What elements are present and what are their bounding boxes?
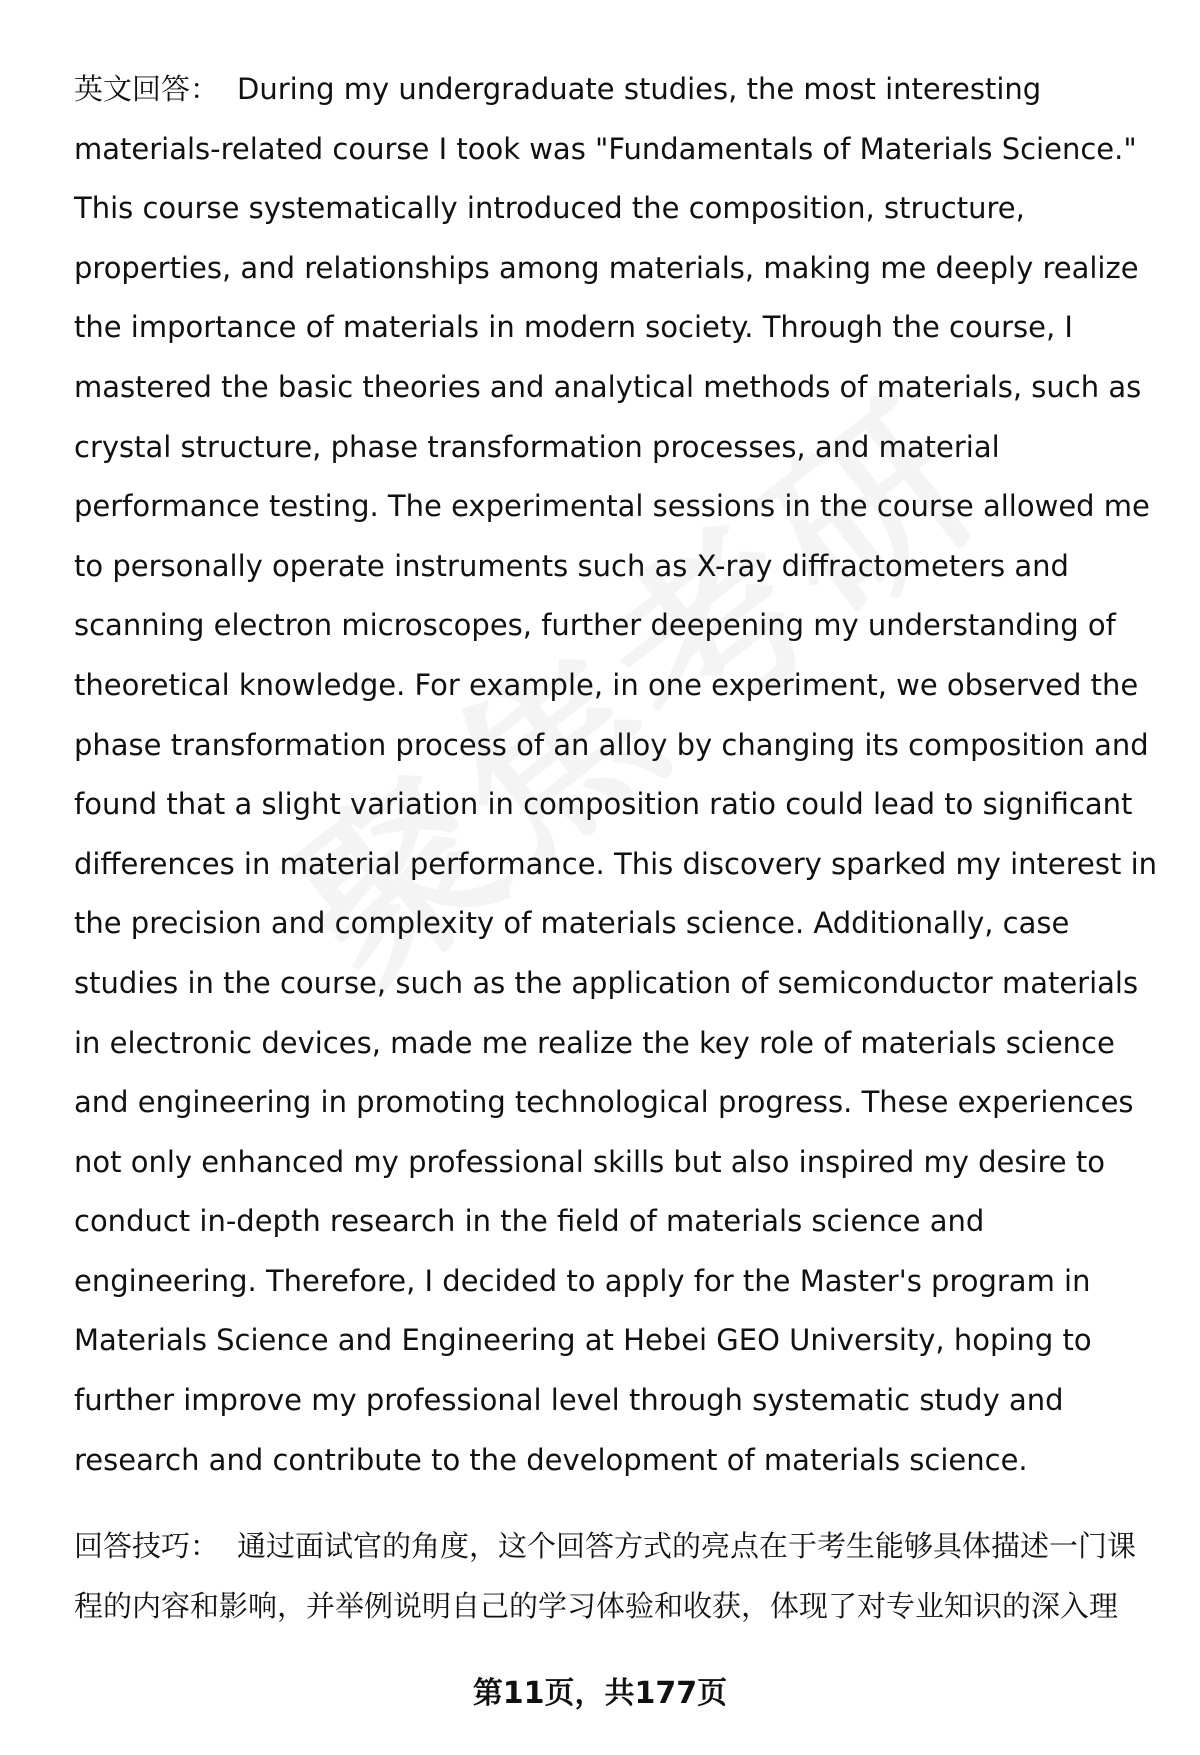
english-answer-label: 英文回答： xyxy=(74,72,220,106)
page-number: 第11页，共177页 xyxy=(472,1676,728,1711)
english-answer-text: During my undergraduate studies, the most interesting materials-related course I took was "Fundamentals of Materials Science." This course systematically introduced the composition, structure, properties, and relationships among materials, making me deeply realize the importance of materials in modern society. Through the course, I mastered the basic theories and analytical methods of materials, such as crystal structure, phase transformation processes, and material performance testing. The experimental sessions in the course allowed me to personally operate instruments such as X-ray diffractometers and scanning electron microscopes, further deepening my understanding of theoretical knowledge. For example, in one experiment, we observed the phase transformation process of an alloy by changing its composition and found that a slight variation in composition ratio could lead to significant differences in material performance. This discovery sparked my interest in the precision and complexity of materials science. Additionally, case studies in the course, such as the application of semiconductor materials in electronic devices, made me realize the key role of materials science and engineering in promoting technological progress. These experiences not only enhanced my professional skills but also inspired my desire to conduct in-depth research in the field of materials science and engineering. Therefore, I decided to apply for the Master's program in Materials Science and Engineering at Hebei GEO University, hoping to further improve my professional level through systematic study and research and contribute to the development of materials science. xyxy=(74,72,1158,1477)
answer-tip-label: 回答技巧： xyxy=(74,1529,220,1563)
english-answer-paragraph xyxy=(74,60,1159,1490)
answer-tip-paragraph xyxy=(74,1517,1159,1636)
answer-tip-text: 通过面试官的角度，这个回答方式的亮点在于考生能够具体描述一门课程的内容和影响，并举例说明自己的学习体验和收获，体现了对专业知识的深入理 xyxy=(74,1529,1137,1623)
